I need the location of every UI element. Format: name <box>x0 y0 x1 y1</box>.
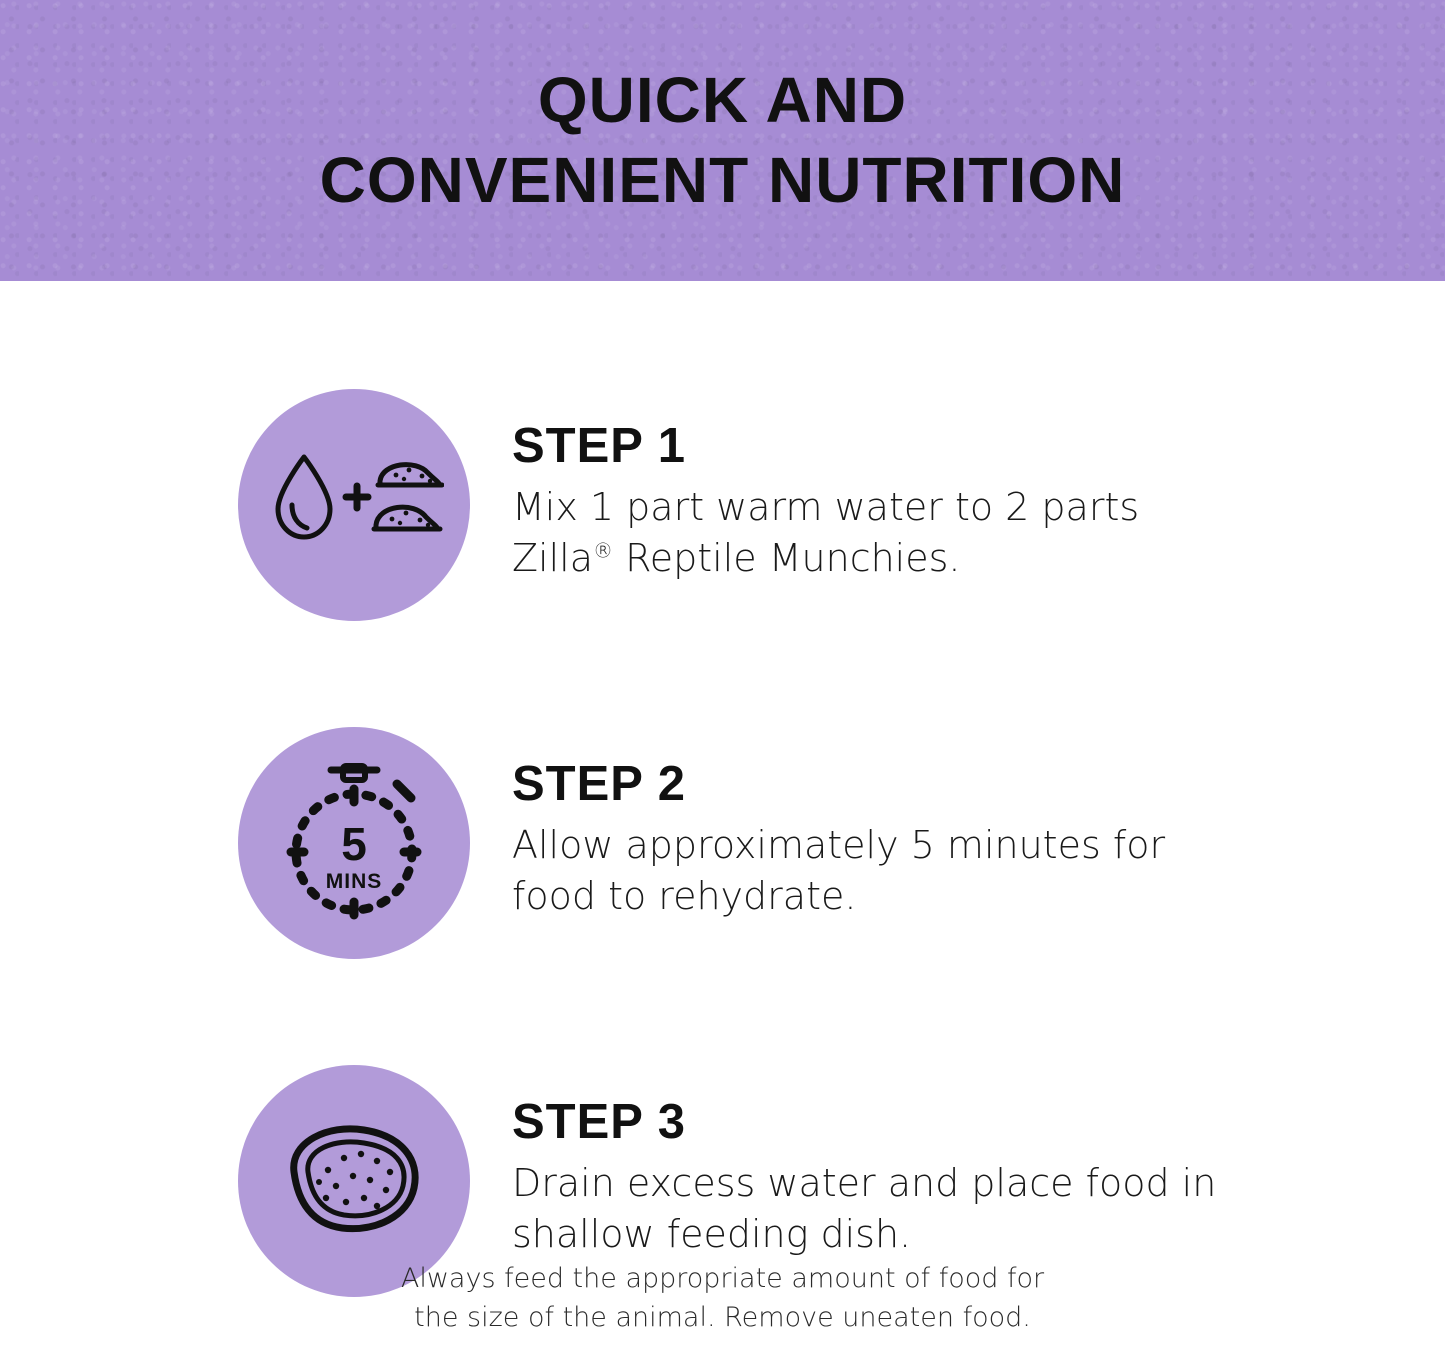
step-2-text <box>512 727 1252 921</box>
stopwatch-5-mins-icon <box>269 756 439 930</box>
step-2-title: STEP 2 <box>512 757 686 811</box>
step-2-description: Allow approximately 5 minutes for food to rehydrate. <box>512 823 1166 918</box>
page-title-line-1: QUICK AND <box>537 64 908 137</box>
footnote-line-2: the size of the animal. Remove uneaten food. <box>414 1301 1031 1333</box>
food-in-dish-icon <box>264 1114 444 1248</box>
step-1-text <box>512 389 1252 583</box>
step-1-icon-circle <box>238 389 470 621</box>
step-3-description: Drain excess water and place food in shallow feeding dish. <box>512 1161 1217 1256</box>
step-1-description-part-2: Reptile Munchies. <box>613 535 961 580</box>
step-3-text <box>512 1065 1252 1259</box>
page-title-line-2: CONVENIENT NUTRITION <box>319 143 1126 216</box>
registered-mark: ® <box>593 537 613 562</box>
water-drop-plus-food-icon <box>264 443 444 567</box>
step-3-title: STEP 3 <box>512 1095 686 1149</box>
step-item-2 <box>0 727 1445 959</box>
step-2-icon-circle <box>238 727 470 959</box>
steps-list <box>0 281 1445 1297</box>
step-1-title: STEP 1 <box>512 419 686 473</box>
footnote-line-1: Always feed the appropriate amount of food for <box>400 1262 1045 1294</box>
step-item-1 <box>0 389 1445 621</box>
svg-text:MINS: MINS <box>325 870 383 893</box>
step-1-description-part-1: Mix 1 part warm water to 2 parts Zilla <box>512 485 1140 580</box>
svg-text:5: 5 <box>341 818 367 870</box>
step-1-description <box>512 482 1252 582</box>
footnote <box>0 1259 1445 1337</box>
header-band <box>0 0 1445 281</box>
